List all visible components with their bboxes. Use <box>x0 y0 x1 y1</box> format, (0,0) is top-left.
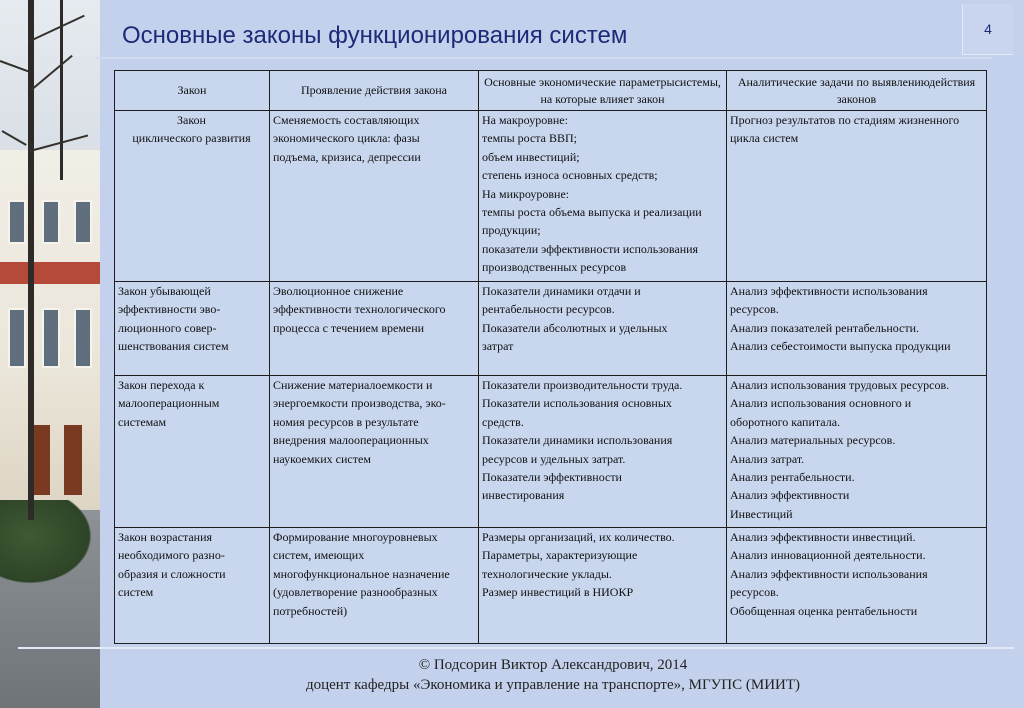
cell-line: Анализ эффективности инвестиций. <box>730 530 916 544</box>
cell-line: Прогноз результатов по стадиям жизненного <box>730 113 960 127</box>
cell-line: Показатели эффективности <box>482 470 622 485</box>
header-line: Проявление действия закона <box>300 83 447 97</box>
manifestation-cell <box>270 528 479 644</box>
cell-line: Размер инвестиций в НИОКР <box>482 585 634 600</box>
shrub <box>0 500 100 590</box>
parameters-cell <box>479 282 727 376</box>
cell-line: Инвестиций <box>730 506 793 521</box>
cell-line: Анализ себестоимости выпуска продукции <box>730 339 951 354</box>
tree-branch <box>30 15 85 42</box>
table-header-row <box>115 71 987 111</box>
cell-line: экономического цикла: фазы <box>273 131 420 146</box>
cell-line: Формирование многоуровневых <box>273 530 438 544</box>
page-number: 4 <box>962 4 1013 55</box>
header-line: Основные экономические параметры <box>484 74 675 89</box>
manifestation-cell <box>270 282 479 376</box>
cell-line: Размеры организаций, их количество. <box>482 530 675 544</box>
cell-line: темпы роста ВВП; <box>482 131 577 146</box>
window <box>42 308 60 368</box>
cell-line: эффективности эво- <box>118 302 221 317</box>
cell-line: наукоемких систем <box>273 451 371 466</box>
header-manifestation <box>270 71 479 111</box>
cell-line: процесса с течением времени <box>273 320 425 335</box>
cell-line: Снижение материалоемкости и <box>273 378 433 392</box>
tree-branch <box>29 55 72 92</box>
cell-line: Анализ эффективности <box>730 488 850 503</box>
cell-line: систем, имеющих <box>273 548 365 563</box>
cell-line: Анализ инновационной деятельности. <box>730 548 926 563</box>
analytic-tasks-cell <box>727 528 987 644</box>
laws-table <box>114 70 987 644</box>
cell-line: Показатели использования основных <box>482 396 672 411</box>
cell-line: Анализ эффективности использования <box>730 284 928 298</box>
window <box>74 308 92 368</box>
cell-line: необходимого разно- <box>118 548 225 563</box>
cell-line: внедрения малооперационных <box>273 433 429 448</box>
cell-line: ресурсов и удельных затрат. <box>482 451 626 466</box>
cell-line: Сменяемость составляющих <box>273 113 420 127</box>
cell-line: объем инвестиций; <box>482 149 580 164</box>
cell-line: степень износа основных средств; <box>482 168 658 183</box>
cell-line: Анализ эффективности использования <box>730 566 928 581</box>
window <box>42 200 60 244</box>
header-analytic-tasks <box>727 71 987 111</box>
cell-line: Параметры, характеризующие <box>482 548 638 563</box>
cell-line: Анализ использования основного и <box>730 396 912 411</box>
cell-line: темпы роста объема выпуска и реализации <box>482 205 702 220</box>
table-row <box>115 528 987 644</box>
analytic-tasks-cell <box>727 282 987 376</box>
cell-line: показатели эффективности использования <box>482 241 699 256</box>
cell-line: производственных ресурсов <box>482 260 627 275</box>
cell-line: номия ресурсов в результате <box>273 414 419 429</box>
building-photo <box>0 0 100 708</box>
cell-line: Анализ рентабельности. <box>730 470 855 485</box>
cell-line: ресурсов. <box>730 585 779 600</box>
header-line: системы, на которые влияет закон <box>540 74 721 106</box>
footer-affiliation: доцент кафедры «Экономика и управление на транспорте», МГУПС (МИИТ) <box>305 677 801 693</box>
footer-copyright: © Подсорин Виктор Александрович, 2014 <box>418 657 688 673</box>
cell-line: Закон убывающей <box>118 284 211 298</box>
cell-line: средств. <box>482 414 524 429</box>
cell-line: Показатели динамики отдачи и <box>482 284 641 298</box>
cell-line: систем <box>118 585 154 600</box>
header-law <box>115 71 270 111</box>
manifestation-cell <box>270 111 479 282</box>
window <box>8 308 26 368</box>
cell-line: затрат <box>482 339 514 354</box>
cell-line: ресурсов. <box>730 302 779 317</box>
cell-line: Анализ показателей рентабельности. <box>730 320 920 335</box>
cell-line: цикла систем <box>730 131 799 146</box>
cell-line: Показатели производительности труда. <box>482 378 683 392</box>
analytic-tasks-cell <box>727 111 987 282</box>
cell-line: На микроуровне: <box>482 186 570 201</box>
table-row <box>115 282 987 376</box>
window <box>8 200 26 244</box>
cell-line: Закон <box>177 113 206 127</box>
cell-line: продукции; <box>482 223 541 238</box>
footer-divider <box>18 647 1014 649</box>
tree-branch <box>2 130 27 146</box>
cell-line: Анализ материальных ресурсов. <box>730 433 896 448</box>
cell-line: Показатели абсолютных и удельных <box>482 320 668 335</box>
parameters-cell <box>479 528 727 644</box>
cell-line: Показатели динамики использования <box>482 433 673 448</box>
footer <box>100 655 1006 695</box>
header-line: действия законов <box>836 74 976 106</box>
cell-line: люционного совер- <box>118 320 217 335</box>
title-divider <box>96 57 992 59</box>
cell-line: (удовлетворение разнообразных <box>273 585 438 600</box>
header-line: Закон <box>177 83 207 97</box>
cell-line: энергоемкости производства, эко- <box>273 396 446 411</box>
analytic-tasks-cell <box>727 376 987 528</box>
door <box>32 425 50 495</box>
cell-line: оборотного капитала. <box>730 414 841 429</box>
header-line: Аналитические задачи по выявлению <box>737 74 930 89</box>
cell-line: циклического развития <box>132 131 251 146</box>
cell-line: На макроуровне: <box>482 113 568 127</box>
cell-line: образия и сложности <box>118 566 226 581</box>
table-row <box>115 376 987 528</box>
tree-branch <box>0 60 29 72</box>
law-cell <box>115 282 270 376</box>
cell-line: малооперационным <box>118 396 220 411</box>
window <box>74 200 92 244</box>
table-row <box>115 111 987 282</box>
cell-line: инвестирования <box>482 488 565 503</box>
parameters-cell <box>479 111 727 282</box>
cell-line: потребностей) <box>273 603 348 618</box>
cell-line: Закон возрастания <box>118 530 213 544</box>
parameters-cell <box>479 376 727 528</box>
cell-line: системам <box>118 414 167 429</box>
law-cell <box>115 111 270 282</box>
cell-line: технологические уклады. <box>482 566 612 581</box>
law-cell <box>115 376 270 528</box>
cell-line: Анализ использования трудовых ресурсов. <box>730 378 950 392</box>
cell-line: Обобщенная оценка рентабельности <box>730 603 918 618</box>
law-cell <box>115 528 270 644</box>
tree-trunk <box>28 0 34 520</box>
door <box>64 425 82 495</box>
cell-line: Анализ затрат. <box>730 451 805 466</box>
cell-line: Эволюционное снижение <box>273 284 404 298</box>
cell-line: подъема, кризиса, депрессии <box>273 149 421 164</box>
cell-line: Закон перехода к <box>118 378 205 392</box>
cell-line: шенствования систем <box>118 339 229 354</box>
header-parameters <box>479 71 727 111</box>
cell-line: эффективности технологического <box>273 302 446 317</box>
slide-title: Основные законы функционирования систем <box>122 22 628 49</box>
cell-line: рентабельности ресурсов. <box>482 302 615 317</box>
cell-line: многофункциональное назначение <box>273 566 450 581</box>
facade-band <box>0 262 100 284</box>
manifestation-cell <box>270 376 479 528</box>
